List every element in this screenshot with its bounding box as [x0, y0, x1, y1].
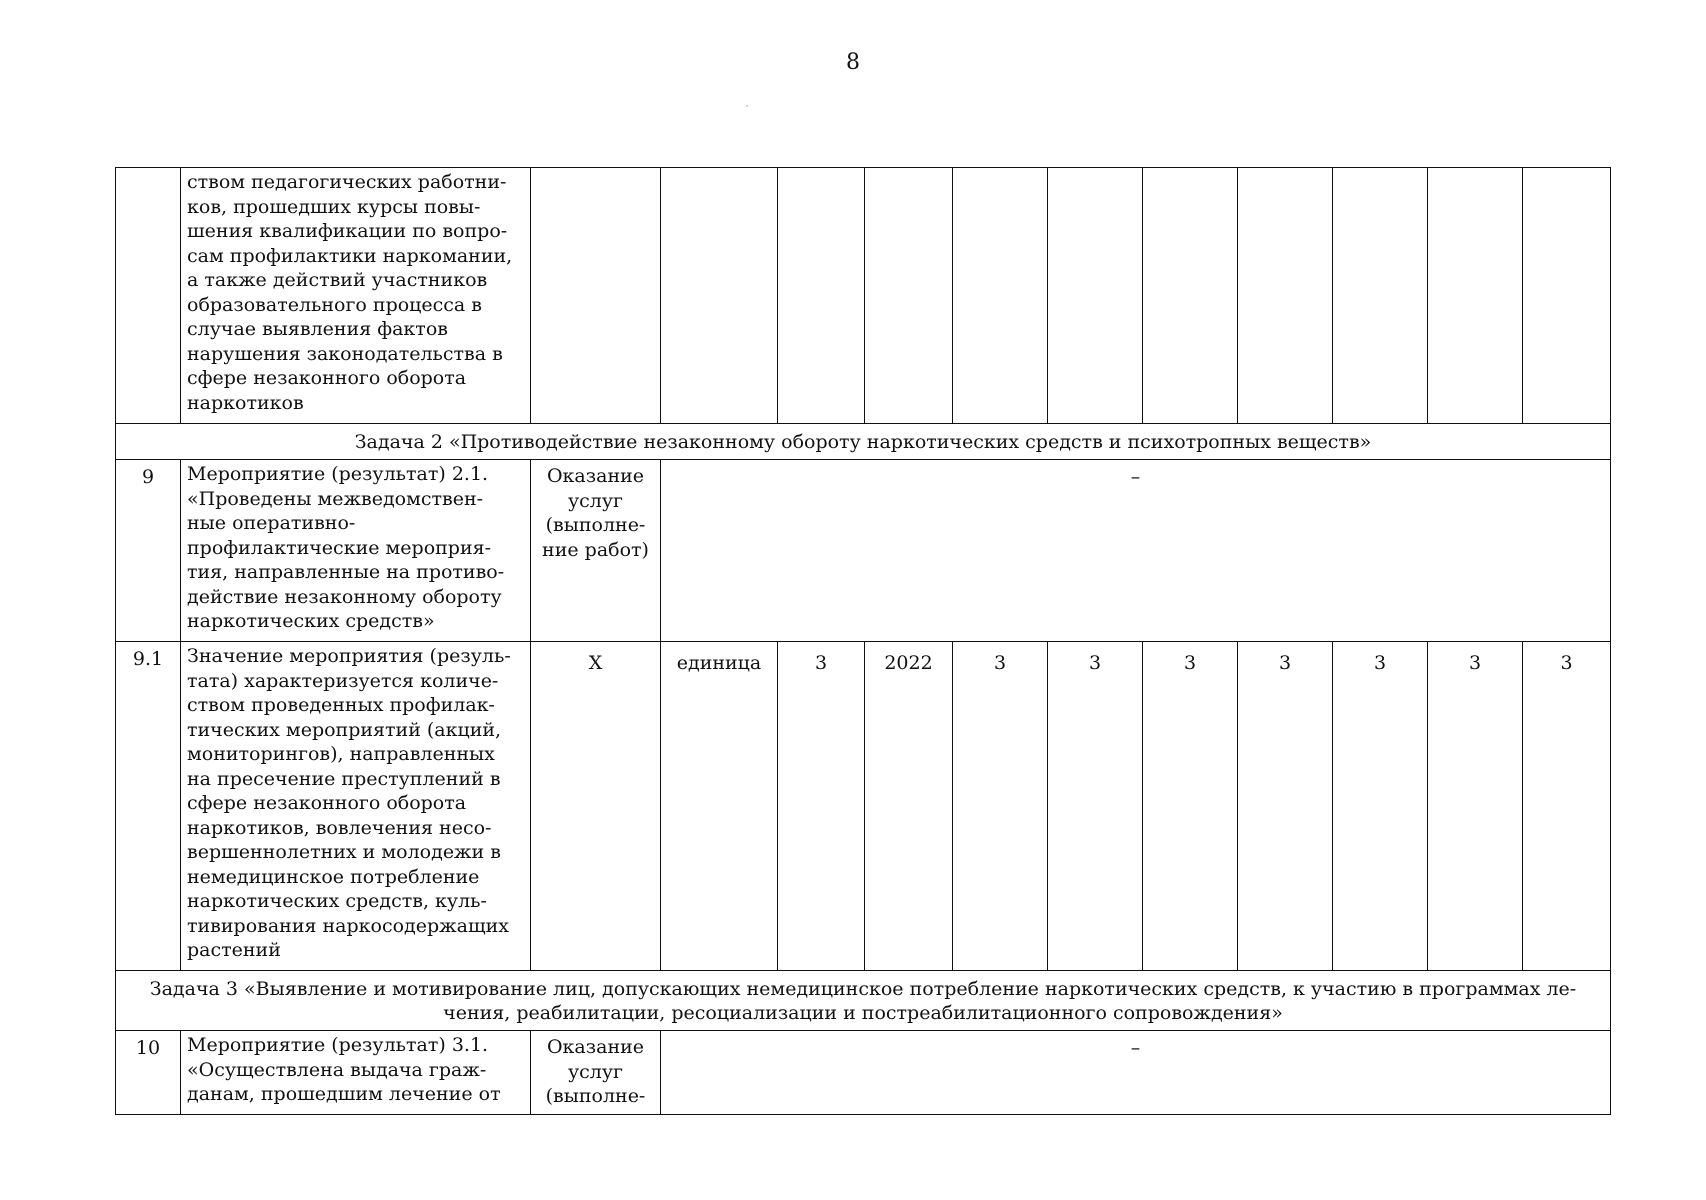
- description-line: сфере незаконного оборота: [187, 367, 467, 389]
- description-line: наркотических средств»: [187, 610, 435, 632]
- cell-type: [531, 460, 661, 642]
- cell-base-year: [865, 168, 953, 424]
- description-line: сфере незаконного оборота: [187, 792, 467, 814]
- type-line: ние работ): [542, 538, 649, 561]
- description-line: тата) характеризуется количе-: [187, 669, 499, 692]
- description-line: образовательного процесса в: [187, 293, 482, 316]
- results-table: [115, 167, 1611, 1115]
- cell-value: 3: [1238, 642, 1333, 971]
- description-line: действие незаконному обороту: [187, 585, 502, 608]
- description-line: тических мероприятий (акций,: [187, 718, 502, 741]
- table-row-task-3: [116, 971, 1611, 1031]
- description-line: Значение мероприятия (резуль-: [187, 645, 511, 667]
- task-3-heading: [116, 971, 1611, 1031]
- cell-base-year: 2022: [865, 642, 953, 971]
- description-line: вершеннолетних и молодежи в: [187, 841, 501, 863]
- description-line: профилактические мероприя-: [187, 536, 492, 559]
- cell-value: [1238, 168, 1333, 424]
- cell-value: 3: [1428, 642, 1523, 971]
- description-line: немедицинское потребление: [187, 865, 480, 888]
- cell-value: [953, 168, 1048, 424]
- cell-dash: –: [661, 460, 1611, 642]
- description-line: на пресечение преступлений в: [187, 767, 501, 790]
- cell-type: [531, 1031, 661, 1115]
- description-line: ков, прошедших курсы повы-: [187, 195, 481, 218]
- table-row-9-1: [116, 642, 1611, 971]
- description-line: тия, направленные на противо-: [187, 561, 505, 583]
- cell-unit: единица: [661, 642, 778, 971]
- description-line: ные оперативно-: [187, 512, 356, 534]
- description-line: растений: [187, 939, 281, 961]
- cell-value: [1143, 168, 1238, 424]
- cell-base-value: [778, 168, 865, 424]
- type-line: услуг: [567, 489, 624, 512]
- description-line: данам, прошедшим лечение от: [187, 1083, 501, 1105]
- cell-description: [181, 168, 531, 424]
- table-row-task-2: [116, 424, 1611, 460]
- cell-value: [1428, 168, 1523, 424]
- type-line: услуг: [567, 1060, 624, 1083]
- description-line: «Проведены межведомствен-: [187, 487, 484, 510]
- table-row-9: [116, 460, 1611, 642]
- description-line: «Осуществлена выдача граж-: [187, 1058, 487, 1081]
- table-row-10: [116, 1031, 1611, 1115]
- cell-description: [181, 642, 531, 971]
- cell-description: [181, 460, 531, 642]
- description-line: а также действий участников: [187, 269, 488, 291]
- cell-value: [1333, 168, 1428, 424]
- description-line: Мероприятие (результат) 2.1.: [187, 463, 489, 485]
- task-2-heading: Задача 2 «Противодействие незаконному обороту наркотических средств и психотропных веществ»: [116, 424, 1611, 460]
- cell-value: [1048, 168, 1143, 424]
- cell-value: 3: [1143, 642, 1238, 971]
- cell-num: [116, 168, 181, 424]
- cell-dash: –: [661, 1031, 1611, 1115]
- description-line: случае выявления фактов: [187, 318, 448, 340]
- description-line: наркотиков: [187, 391, 304, 414]
- cell-description: [181, 1031, 531, 1115]
- description-line: мониторингов), направленных: [187, 743, 495, 765]
- cell-value: 3: [953, 642, 1048, 971]
- table-row-continuation: [116, 168, 1611, 424]
- cell-value: 3: [1333, 642, 1428, 971]
- description-line: наркотиков, вовлечения несо-: [187, 816, 492, 839]
- description-line: сам профилактики наркомании,: [187, 244, 513, 267]
- row-number: 9.1: [116, 642, 181, 971]
- type-line: (выполне-: [545, 1085, 646, 1107]
- cell-unit: [661, 168, 778, 424]
- description-line: шения квалификации по вопро-: [187, 220, 508, 242]
- type-line: (выполне-: [545, 514, 646, 536]
- description-line: тивирования наркосодержащих: [187, 914, 510, 937]
- type-line: Оказание: [546, 1036, 645, 1058]
- cell-value: 3: [1048, 642, 1143, 971]
- cell-base-value: 3: [778, 642, 865, 971]
- description-line: нарушения законодательства в: [187, 342, 503, 365]
- row-number: 9: [116, 460, 181, 642]
- description-line: наркотических средств, куль-: [187, 890, 487, 912]
- cell-value: [1523, 168, 1611, 424]
- task-3-line: чения, реабилитации, ресоциализации и постреабилитационного сопровождения»: [443, 1002, 1283, 1024]
- cell-value: 3: [1523, 642, 1611, 971]
- page-number: 8: [846, 50, 860, 75]
- row-number: 10: [116, 1031, 181, 1115]
- type-line: Оказание: [546, 465, 645, 487]
- cell-type: Х: [531, 642, 661, 971]
- description-line: Мероприятие (результат) 3.1.: [187, 1034, 489, 1056]
- task-3-line: Задача 3 «Выявление и мотивирование лиц, допускающих немедицинское потребление наркотических средств, к участию в программах ле-: [149, 978, 1577, 1000]
- scan-mark: [746, 105, 748, 107]
- description-line: ством педагогических работни-: [187, 171, 507, 193]
- cell-type: [531, 168, 661, 424]
- description-line: ством проведенных профилак-: [187, 694, 495, 716]
